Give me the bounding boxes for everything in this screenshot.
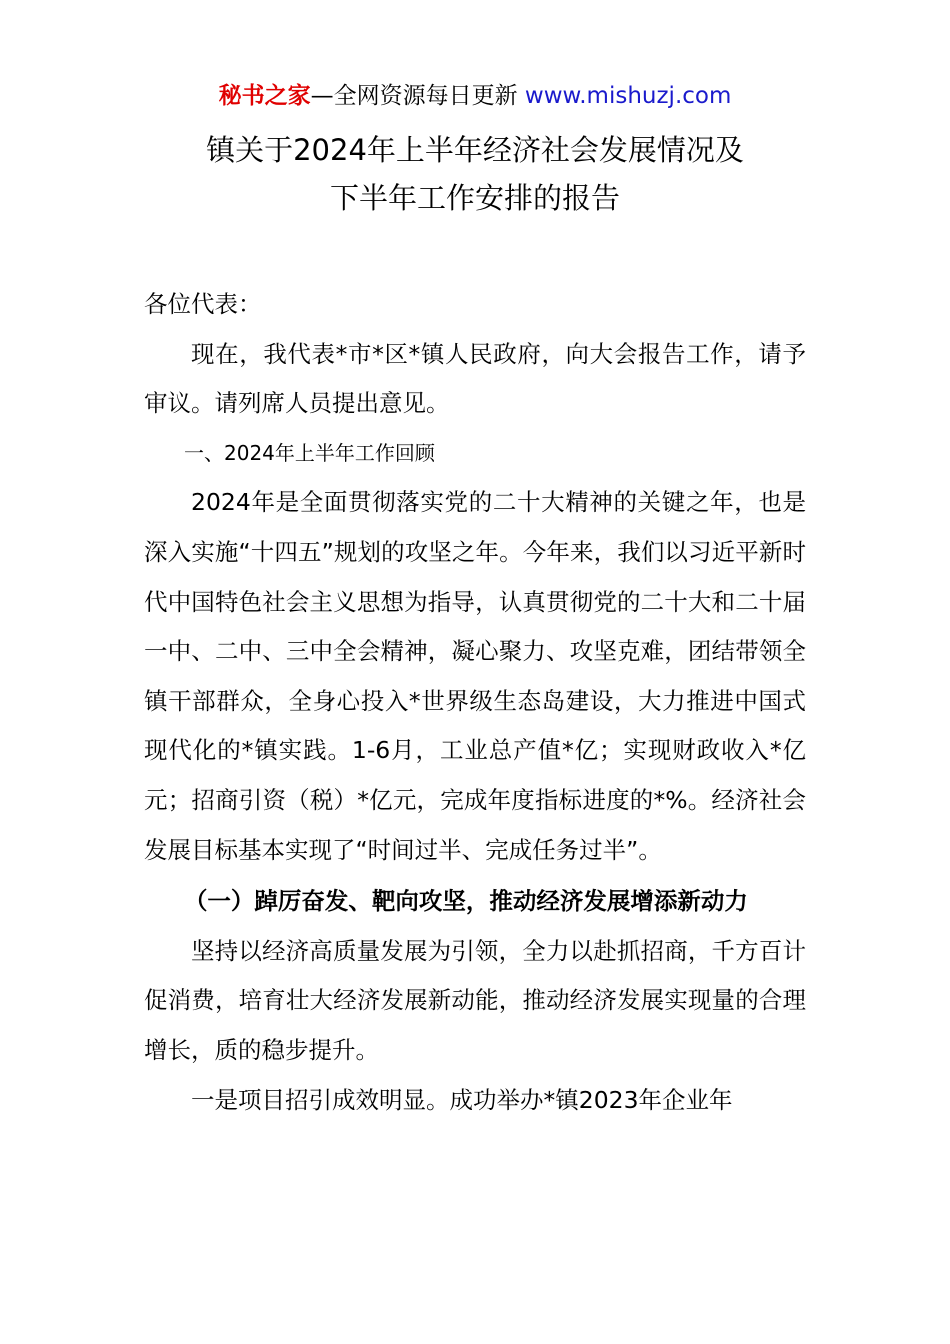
- section-heading: 一、2024年上半年工作回顾: [184, 440, 435, 465]
- document-title-line-1: 镇关于2024年上半年经济社会发展情况及: [206, 133, 744, 167]
- paragraph-projects: 一是项目招引成效明显。成功举办*镇2023年企业年: [191, 1085, 733, 1114]
- subsection-heading: （一）踔厉奋发、靶向攻坚，推动经济发展增添新动力: [183, 887, 748, 916]
- site-brand: 秘书之家: [218, 83, 311, 109]
- site-header: [0, 80, 950, 112]
- document-title-line-2: 下半年工作安排的报告: [329, 181, 620, 215]
- salutation: 各位代表：: [144, 290, 262, 318]
- site-slogan: —全网资源每日更新: [310, 83, 518, 109]
- site-url-link[interactable]: www.mishuzj.com: [524, 83, 732, 109]
- paragraph-intro: 现在，我代表*市*区*镇人民政府，向大会报告工作，请予审议。请列席人员提出意见。: [144, 339, 806, 418]
- paragraph-review: 2024年是全面贯彻落实党的二十大精神的关键之年，也是深入实施“十四五”规划的攻坚之年。今年来，我们以习近平新时代中国特色社会主义思想为指导，认真贯彻党的二十大和二十届一中、二中、三中全会精神，凝心聚力、攻坚克难，团结带领全镇干部群众，全身心投入*世界级生态岛建设，大力推进中国式现代化的*镇实践。1-6月，工业总产值*亿；实现财政收入*亿元；招商引资（税）*亿元，完成年度指标进度的*%。经济社会发展目标基本实现了“时间过半、完成任务过半”。: [144, 488, 806, 864]
- paragraph-economy: 坚持以经济高质量发展为引领，全力以赴抓招商，千方百计促消费，培育壮大经济发展新动能，推动经济发展实现量的合理增长，质的稳步提升。: [144, 936, 806, 1064]
- document-body: [144, 280, 806, 1125]
